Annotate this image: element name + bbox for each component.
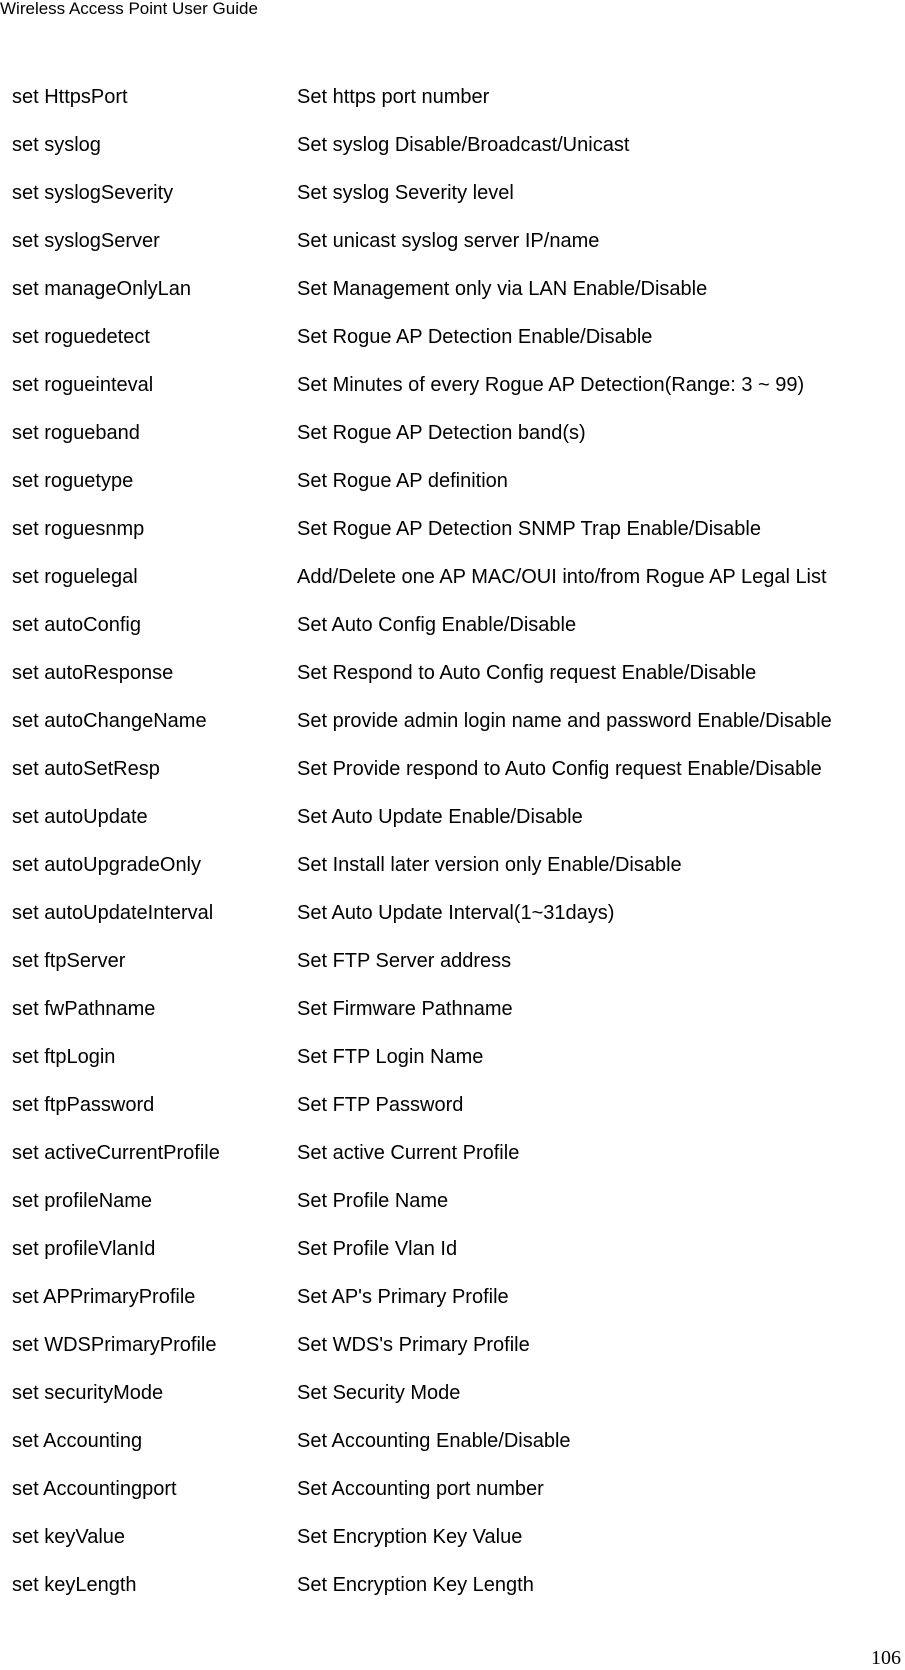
command-name: set manageOnlyLan bbox=[12, 278, 192, 300]
command-description: Set Provide respond to Auto Config request Enable/Disable bbox=[297, 758, 822, 780]
command-description: Set provide admin login name and password Enable/Disable bbox=[297, 710, 832, 732]
command-row bbox=[12, 601, 897, 649]
command-name: set autoResponse bbox=[12, 662, 174, 684]
command-row bbox=[12, 937, 897, 985]
command-description: Set Accounting port number bbox=[297, 1478, 544, 1500]
command-name: set Accountingport bbox=[12, 1478, 177, 1500]
command-name: set profileName bbox=[12, 1190, 153, 1212]
command-name: set roguedetect bbox=[12, 326, 150, 348]
command-name: set roguetype bbox=[12, 470, 134, 492]
command-row bbox=[12, 1129, 897, 1177]
command-name: set activeCurrentProfile bbox=[12, 1142, 220, 1164]
page-number: 106 bbox=[871, 1647, 901, 1669]
command-row bbox=[12, 1417, 897, 1465]
command-name: set profileVlanId bbox=[12, 1238, 156, 1260]
command-description: Set Auto Update Interval(1~31days) bbox=[297, 902, 615, 924]
command-row bbox=[12, 361, 897, 409]
command-row bbox=[12, 1561, 897, 1609]
command-description: Set Auto Config Enable/Disable bbox=[297, 614, 577, 636]
command-description: Set FTP Password bbox=[297, 1094, 464, 1116]
command-description: Set Rogue AP Detection band(s) bbox=[297, 422, 586, 444]
command-row bbox=[12, 73, 897, 121]
command-description: Set Management only via LAN Enable/Disable bbox=[297, 278, 708, 300]
command-row bbox=[12, 1465, 897, 1513]
command-row bbox=[12, 553, 897, 601]
command-row bbox=[12, 1321, 897, 1369]
document-header-title: Wireless Access Point User Guide bbox=[0, 0, 258, 18]
command-name: set ftpLogin bbox=[12, 1046, 116, 1068]
command-name: set rogueband bbox=[12, 422, 140, 444]
command-name: set syslog bbox=[12, 134, 101, 156]
command-row bbox=[12, 457, 897, 505]
command-name: set autoUpdateInterval bbox=[12, 902, 214, 924]
command-row bbox=[12, 1273, 897, 1321]
command-description: Set FTP Server address bbox=[297, 950, 512, 972]
command-row bbox=[12, 1513, 897, 1561]
command-description: Set Install later version only Enable/Disable bbox=[297, 854, 682, 876]
command-description: Set active Current Profile bbox=[297, 1142, 520, 1164]
command-row bbox=[12, 505, 897, 553]
command-row bbox=[12, 745, 897, 793]
command-row bbox=[12, 985, 897, 1033]
command-row bbox=[12, 697, 897, 745]
command-description: Set Encryption Key Length bbox=[297, 1574, 534, 1596]
command-description: Set https port number bbox=[297, 86, 490, 108]
command-name: set autoUpgradeOnly bbox=[12, 854, 202, 876]
command-name: set syslogSeverity bbox=[12, 182, 174, 204]
command-description: Set Profile Name bbox=[297, 1190, 449, 1212]
command-description: Set Rogue AP Detection SNMP Trap Enable/Disable bbox=[297, 518, 761, 540]
command-description: Set Respond to Auto Config request Enable/Disable bbox=[297, 662, 757, 684]
command-name: set ftpPassword bbox=[12, 1094, 155, 1116]
command-description: Set Accounting Enable/Disable bbox=[297, 1430, 571, 1452]
command-row bbox=[12, 313, 897, 361]
command-name: set roguelegal bbox=[12, 566, 138, 588]
command-name: set HttpsPort bbox=[12, 86, 128, 108]
command-row bbox=[12, 217, 897, 265]
command-row bbox=[12, 169, 897, 217]
command-description: Set Encryption Key Value bbox=[297, 1526, 523, 1548]
command-row bbox=[12, 841, 897, 889]
command-name: set securityMode bbox=[12, 1382, 164, 1404]
command-name: set syslogServer bbox=[12, 230, 160, 252]
command-name: set keyValue bbox=[12, 1526, 126, 1548]
command-row bbox=[12, 1177, 897, 1225]
command-description: Set FTP Login Name bbox=[297, 1046, 484, 1068]
command-name: set Accounting bbox=[12, 1430, 143, 1452]
command-name: set autoChangeName bbox=[12, 710, 207, 732]
command-name: set rogueinteval bbox=[12, 374, 154, 396]
command-row bbox=[12, 649, 897, 697]
command-description: Set Rogue AP Detection Enable/Disable bbox=[297, 326, 653, 348]
command-name: set autoConfig bbox=[12, 614, 141, 636]
command-name: set APPrimaryProfile bbox=[12, 1286, 196, 1308]
command-name: set autoSetResp bbox=[12, 758, 160, 780]
command-row bbox=[12, 793, 897, 841]
command-name: set roguesnmp bbox=[12, 518, 145, 540]
command-row bbox=[12, 1081, 897, 1129]
command-description: Set Security Mode bbox=[297, 1382, 461, 1404]
command-description: Set Minutes of every Rogue AP Detection(Range: 3 ~ 99) bbox=[297, 374, 805, 396]
command-name: set ftpServer bbox=[12, 950, 126, 972]
command-name: set fwPathname bbox=[12, 998, 156, 1020]
command-description: Set Auto Update Enable/Disable bbox=[297, 806, 583, 828]
command-description: Add/Delete one AP MAC/OUI into/from Rogue AP Legal List bbox=[297, 566, 827, 588]
command-description: Set Profile Vlan Id bbox=[297, 1238, 458, 1260]
command-description: Set Rogue AP definition bbox=[297, 470, 508, 492]
command-row bbox=[12, 1033, 897, 1081]
command-name: set WDSPrimaryProfile bbox=[12, 1334, 217, 1356]
command-description: Set Firmware Pathname bbox=[297, 998, 513, 1020]
command-row bbox=[12, 1225, 897, 1273]
command-table bbox=[12, 73, 897, 1609]
command-description: Set syslog Severity level bbox=[297, 182, 514, 204]
command-row bbox=[12, 409, 897, 457]
command-name: set autoUpdate bbox=[12, 806, 148, 828]
command-row bbox=[12, 1369, 897, 1417]
command-description: Set AP's Primary Profile bbox=[297, 1286, 509, 1308]
command-name: set keyLength bbox=[12, 1574, 137, 1596]
command-row bbox=[12, 889, 897, 937]
command-description: Set WDS's Primary Profile bbox=[297, 1334, 530, 1356]
command-description: Set syslog Disable/Broadcast/Unicast bbox=[297, 134, 630, 156]
command-row bbox=[12, 121, 897, 169]
command-description: Set unicast syslog server IP/name bbox=[297, 230, 600, 252]
command-row bbox=[12, 265, 897, 313]
